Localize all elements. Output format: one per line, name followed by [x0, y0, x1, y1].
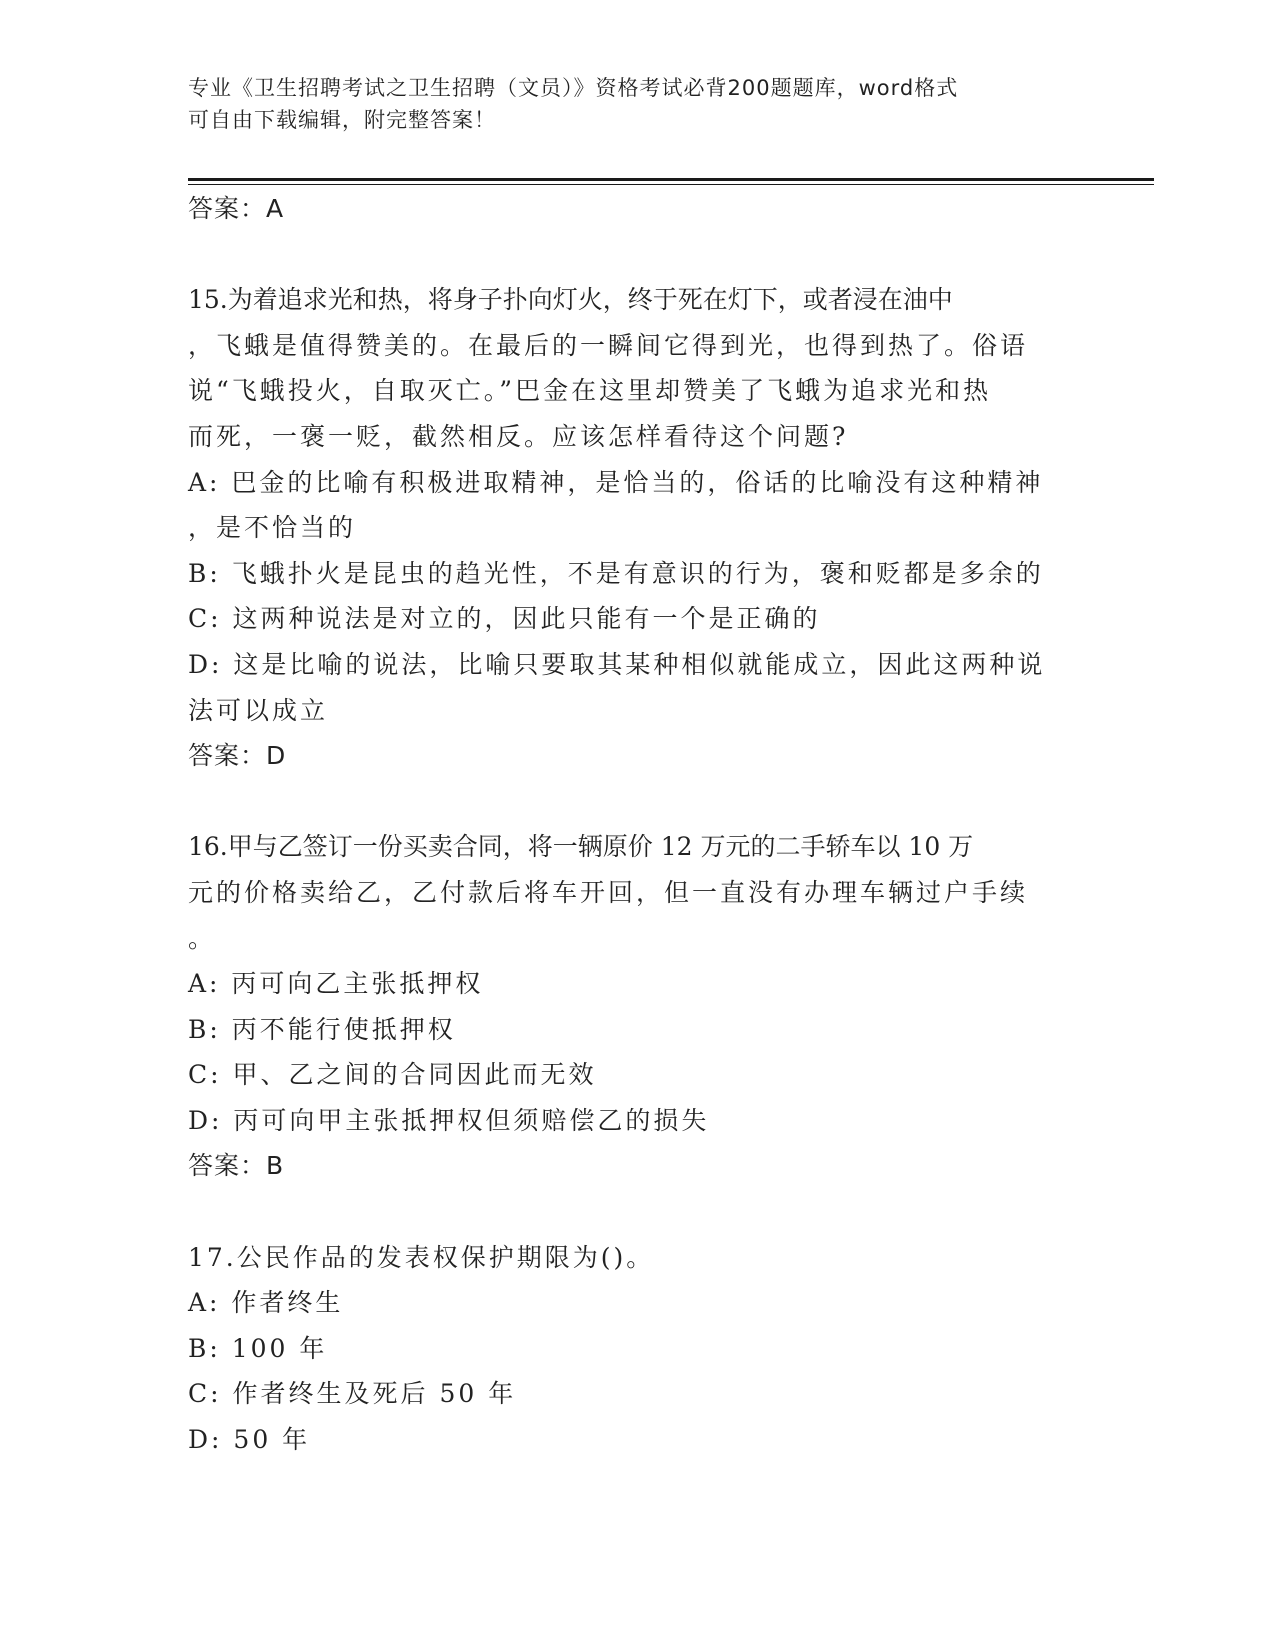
question-15: [188, 277, 1088, 779]
question-text-line: 。: [188, 923, 217, 953]
question-text-line: 17.公民作品的发表权保护期限为()。: [188, 1242, 655, 1272]
option-d: D: 丙可向甲主张抵押权但须赔偿乙的损失: [188, 1105, 710, 1135]
question-text-line: 而死，一褒一贬，截然相反。应该怎样看待这个问题?: [188, 421, 849, 451]
option-d-cont: 法可以成立: [188, 695, 329, 725]
answer: 答案：D: [188, 741, 287, 771]
option-b: B: 丙不能行使抵押权: [188, 1014, 456, 1044]
question-text-line: 15.为着追求光和热，将身子扑向灯火，终于死在灯下，或者浸在油中: [188, 285, 953, 315]
header-rule-thin: [188, 184, 1154, 185]
question-16: [188, 824, 1088, 1189]
option-a: A: 巴金的比喻有积极进取精神，是恰当的，俗话的比喻没有这种精神: [188, 467, 1044, 497]
document-body: [188, 186, 1088, 1463]
header-rule-thick: [188, 178, 1154, 181]
header-line-2: 可自由下载编辑，附完整答案！: [188, 108, 496, 132]
question-text-line: 说“飞蛾投火，自取灭亡。”巴金在这里却赞美了飞蛾为追求光和热: [188, 376, 992, 406]
option-d: D: 50 年: [188, 1425, 311, 1455]
option-c: C: 这两种说法是对立的，因此只能有一个是正确的: [188, 604, 821, 634]
answer: 答案：B: [188, 1151, 285, 1181]
option-a-cont: ，是不恰当的: [188, 513, 357, 543]
question-17: [188, 1235, 1088, 1463]
header-line-1: 专业《卫生招聘考试之卫生招聘（文员）》资格考试必背200题题库，word格式: [188, 76, 959, 100]
spacer: [188, 1189, 1088, 1235]
option-c: C: 作者终生及死后 50 年: [188, 1379, 517, 1409]
page-header: [188, 72, 1088, 136]
option-d: D: 这是比喻的说法，比喻只要取其某种相似就能成立，因此这两种说: [188, 649, 1046, 679]
option-a: A: 丙可向乙主张抵押权: [188, 969, 484, 999]
question-text-line: 元的价格卖给乙，乙付款后将车开回，但一直没有办理车辆过户手续: [188, 877, 1029, 907]
spacer: [188, 232, 1088, 278]
option-b: B: 100 年: [188, 1333, 328, 1363]
option-a: A: 作者终生: [188, 1288, 344, 1318]
spacer: [188, 779, 1088, 825]
option-b: B: 飞蛾扑火是昆虫的趋光性，不是有意识的行为，褒和贬都是多余的: [188, 558, 1044, 588]
question-text-line: 16.甲与乙签订一份买卖合同，将一辆原价 12 万元的二手轿车以 10 万: [188, 832, 974, 862]
question-text-line: ，飞蛾是值得赞美的。在最后的一瞬间它得到光，也得到热了。俗语: [188, 330, 1029, 360]
prev-answer: 答案：A: [188, 194, 285, 223]
option-c: C: 甲、乙之间的合同因此而无效: [188, 1060, 597, 1090]
